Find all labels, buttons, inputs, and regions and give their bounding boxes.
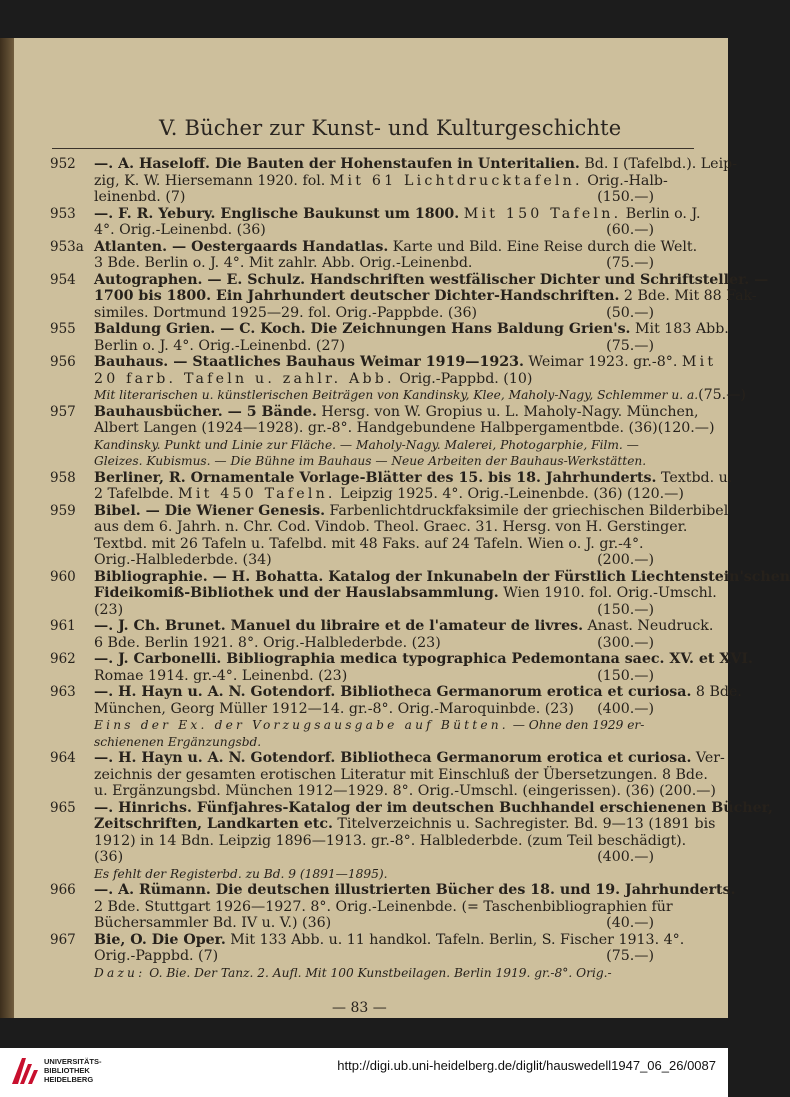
catalog-entry bbox=[14, 354, 746, 404]
logo-line: UNIVERSITÄTS- bbox=[44, 1057, 102, 1066]
catalog-entry bbox=[14, 321, 728, 354]
entry-line bbox=[94, 354, 717, 371]
text-run: 2 Bde. Mit 88 Fak- bbox=[619, 288, 757, 304]
text-run: 6 Bde. Berlin 1921. 8°. Orig.-Halblederbde. (23) bbox=[94, 634, 441, 651]
entry-line bbox=[94, 849, 654, 866]
entry-line bbox=[94, 222, 654, 239]
lot-number: 964 bbox=[50, 750, 76, 766]
entry-line bbox=[94, 338, 654, 355]
entry-text bbox=[94, 321, 729, 354]
text-run: Ver- bbox=[691, 750, 725, 766]
lot-price: (75.—) bbox=[606, 255, 654, 271]
entry-line bbox=[94, 403, 699, 421]
entry-line bbox=[94, 898, 673, 916]
text-run: 1700 bis 1800. Ein Jahrhundert deutscher Dichter-Handschriften. bbox=[94, 288, 620, 304]
text-run: —. F. R. Yebury. Englische Baukunst um 1800. bbox=[94, 205, 460, 222]
entry-text bbox=[94, 403, 715, 470]
text-run: —. Hinrichs. Fünfjahres-Katalog der im deutschen Buchhandel erschienenen Bücher, bbox=[94, 799, 773, 816]
text-run: Baldung Grien. — C. Koch. Die Zeichnungen Hans Baldung Grien's. bbox=[94, 321, 631, 337]
text-run: —. H. Hayn u. A. N. Gotendorf. Bibliotheca Germanorum erotica et curiosa. bbox=[94, 684, 692, 700]
lot-price: (150.—) bbox=[597, 601, 654, 618]
text-run: 2 Bde. Stuttgart 1926—1927. 8°. Orig.-Leinenbde. (= Taschenbibliographien für bbox=[94, 898, 673, 915]
lot-number: 967 bbox=[50, 931, 76, 948]
text-run: Farbenlichtdruckfaksimile der griechischen Bilderbibel bbox=[325, 502, 729, 519]
entry-line bbox=[94, 635, 654, 652]
lot-price: (50.—) bbox=[606, 304, 654, 321]
lot-price: (300.—) bbox=[597, 634, 654, 651]
text-run: —. A. Rümann. Die deutschen illustrierten Bücher des 18. und 19. Jahrhunderts. bbox=[94, 882, 736, 898]
entry-text bbox=[94, 271, 769, 322]
text-run: schienenen Ergänzungsbd. bbox=[94, 734, 262, 749]
catalog-entry bbox=[14, 684, 742, 750]
text-run: Mit 183 Abb. bbox=[630, 321, 729, 337]
catalog-entry bbox=[14, 206, 728, 239]
catalog-entry bbox=[14, 651, 753, 684]
text-run: Bauhaus. — Staatliches Bauhaus Weimar 1919—1923. bbox=[94, 354, 524, 370]
text-run: Dazu: bbox=[94, 965, 146, 980]
lot-number: 966 bbox=[50, 882, 76, 898]
text-run: Zeitschriften, Landkarten etc. bbox=[94, 816, 333, 832]
entry-text bbox=[94, 651, 753, 684]
entry-line bbox=[94, 602, 654, 619]
entry-line bbox=[94, 288, 757, 305]
lot-price: (400.—) bbox=[597, 849, 654, 865]
lot-number: 961 bbox=[50, 618, 76, 634]
lot-number: 960 bbox=[50, 568, 76, 585]
text-run: (36) bbox=[94, 849, 124, 865]
entry-note bbox=[94, 965, 654, 982]
lot-price: (40.—) bbox=[606, 915, 654, 931]
text-run: Orig.-Pappbd. (7) bbox=[94, 948, 219, 964]
text-run: Leipzig 1925. 4°. Orig.-Leinenbde. (36) (120.—) bbox=[335, 486, 684, 502]
entry-text bbox=[94, 799, 773, 883]
catalog-page bbox=[14, 38, 790, 1018]
lot-number: 954 bbox=[50, 271, 76, 288]
entry-text bbox=[94, 931, 685, 982]
catalog-entry bbox=[14, 568, 790, 619]
entry-line bbox=[94, 420, 715, 437]
text-run: Wien 1910. fol. Orig.-Umschl. bbox=[498, 585, 717, 601]
lot-number: 962 bbox=[50, 651, 76, 667]
catalog-entry bbox=[14, 469, 733, 503]
text-run: Karte und Bild. Eine Reise durch die Welt. bbox=[388, 238, 698, 255]
lot-number: 963 bbox=[50, 684, 76, 700]
catalog-entry bbox=[14, 618, 728, 651]
text-run: Eins der Ex. der Vorzugsausgabe auf Bütten. bbox=[94, 718, 509, 732]
entry-line bbox=[94, 684, 742, 701]
text-run: Albert Langen (1924—1928). gr.-8°. Handgebundene Halbpergamentbde. (36) bbox=[94, 420, 658, 436]
text-run: Fideikomiß-Bibliothek und der Hauslabsammlung. bbox=[94, 585, 499, 601]
entry-line bbox=[94, 189, 654, 206]
entry-line bbox=[94, 536, 654, 553]
lot-price: (120.—) bbox=[657, 420, 715, 436]
lot-number: 953a bbox=[50, 238, 84, 255]
entry-line bbox=[94, 799, 773, 817]
lot-number: 959 bbox=[50, 502, 76, 519]
entry-line bbox=[94, 931, 685, 949]
page-header: V. Bücher zur Kunst- und Kulturgeschichte bbox=[159, 116, 622, 140]
text-run: Mit bbox=[681, 354, 717, 370]
text-run: zig, K. W. Hiersemann 1920. fol. bbox=[94, 172, 330, 189]
entry-line bbox=[94, 156, 737, 173]
text-run: Orig.-Pappbd. (10) bbox=[394, 370, 533, 387]
text-run: similes. Dortmund 1925—29. fol. Orig.-Pappbde. (36) bbox=[94, 304, 478, 321]
text-run: 20 farb. Tafeln u. zahlr. Abb. bbox=[94, 370, 395, 387]
text-run: Es fehlt der Registerbd. zu Bd. 9 (1891—1895). bbox=[94, 866, 388, 881]
lot-price: (75.—) bbox=[606, 948, 654, 964]
text-run: Titelverzeichnis u. Sachregister. Bd. 9—13 (1891 bis bbox=[332, 816, 716, 832]
entry-text bbox=[94, 469, 733, 503]
entry-line bbox=[94, 618, 714, 635]
entry-line bbox=[94, 205, 701, 223]
text-run: O. Bie. Der Tanz. 2. Aufl. Mit 100 Kunstbeilagen. Berlin 1919. gr.-8°. Orig.- bbox=[145, 965, 612, 980]
text-run: Berlin o. J. bbox=[621, 205, 701, 222]
catalog-entry bbox=[14, 271, 769, 322]
text-run: Autographen. — E. Schulz. Handschriften westfälischer Dichter und Schriftsteller. — bbox=[94, 271, 769, 288]
text-run: Gleizes. Kubismus. — Die Bühne im Bauhaus — Neue Arbeiten der Bauhaus-Werkstätten. bbox=[94, 454, 647, 468]
text-run: — Ohne den 1929 er- bbox=[508, 718, 645, 732]
lot-price: (75.—) bbox=[606, 337, 654, 354]
library-logo-text[interactable] bbox=[44, 1057, 102, 1084]
catalog-entry bbox=[14, 404, 728, 470]
text-run: Bibel. — Die Wiener Genesis. bbox=[94, 502, 326, 519]
lot-price: (400.—) bbox=[597, 700, 654, 717]
entry-line bbox=[94, 552, 654, 569]
entry-line bbox=[94, 271, 769, 289]
text-run: Hersg. von W. Gropius u. L. Maholy-Nagy. München, bbox=[316, 403, 699, 420]
entry-line bbox=[94, 832, 687, 850]
entry-text bbox=[94, 568, 790, 619]
text-run: aus dem 6. Jahrh. n. Chr. Cod. Vindob. Theol. Graec. 31. Hersg. von H. Gerstinger. bbox=[94, 519, 688, 535]
lot-number: 956 bbox=[50, 354, 76, 370]
catalog-entry bbox=[14, 503, 728, 569]
text-run: —. J. Ch. Brunet. Manuel du libraire et de l'amateur de livres. bbox=[94, 618, 584, 634]
entry-line bbox=[94, 701, 654, 718]
lot-number: 955 bbox=[50, 321, 76, 337]
text-run: Weimar 1923. gr.-8°. bbox=[523, 354, 682, 370]
lot-number: 958 bbox=[50, 469, 76, 486]
text-run: —. H. Hayn u. A. N. Gotendorf. Bibliotheca Germanorum erotica et curiosa. bbox=[94, 750, 692, 766]
text-run: Orig.-Halb- bbox=[582, 172, 668, 189]
catalog-entry bbox=[14, 156, 737, 206]
text-run: Anast. Neudruck. bbox=[583, 618, 714, 634]
entry-line bbox=[94, 255, 654, 272]
entry-line bbox=[94, 651, 753, 668]
entry-line bbox=[94, 766, 708, 784]
entry-line bbox=[94, 172, 668, 190]
page-number: — 83 — bbox=[332, 1000, 387, 1016]
text-run: Textbd. mit 26 Tafeln u. Tafelbd. mit 48 Faks. auf 24 Tafeln. Wien o. J. gr.-4°. bbox=[94, 535, 644, 552]
catalog-entry bbox=[14, 932, 728, 982]
viewer-footer bbox=[0, 1048, 728, 1097]
logo-line: BIBLIOTHEK bbox=[44, 1066, 90, 1075]
text-run: Bibliographie. — H. Bohatta. Katalog der Inkunabeln der Fürstlich Liechtenstein'schen bbox=[94, 568, 790, 585]
text-run: 4°. Orig.-Leinenbd. (36) bbox=[94, 222, 266, 238]
text-run: Mit 450 Tafeln. bbox=[178, 486, 336, 502]
entry-line bbox=[94, 882, 736, 899]
library-logo-icon[interactable] bbox=[8, 1054, 40, 1090]
permalink-url[interactable]: http://digi.ub.uni-heidelberg.de/diglit/hauswedell1947_06_26/0087 bbox=[337, 1058, 716, 1073]
lot-number: 965 bbox=[50, 799, 76, 816]
entry-line bbox=[94, 816, 716, 833]
catalog-entry bbox=[14, 239, 728, 272]
text-run: Bauhausbücher. — 5 Bände. bbox=[94, 403, 317, 420]
entry-line bbox=[94, 948, 654, 965]
entry-text bbox=[94, 882, 736, 932]
text-run: u. Ergänzungsbd. München 1912—1929. 8°. Orig.-Umschl. (eingerissen). (36) (200.—) bbox=[94, 783, 716, 799]
catalog-entry bbox=[14, 750, 728, 800]
entry-note bbox=[94, 734, 654, 751]
text-run: Textbd. u. bbox=[656, 469, 733, 486]
entry-line bbox=[94, 305, 654, 322]
lot-price: (150.—) bbox=[597, 189, 654, 205]
header-rule bbox=[52, 148, 694, 149]
text-run: Orig.-Halblederbde. (34) bbox=[94, 552, 272, 568]
entry-text bbox=[94, 750, 725, 800]
text-run: Mit 150 Tafeln. bbox=[463, 205, 622, 222]
entry-line bbox=[94, 568, 790, 586]
text-run: Bie, O. Die Oper. bbox=[94, 931, 226, 948]
text-run: Bd. I (Tafelbd.). Leip- bbox=[579, 156, 737, 172]
entry-note bbox=[94, 717, 654, 734]
catalog-entry bbox=[14, 799, 773, 883]
entry-text bbox=[94, 238, 698, 272]
entry-text bbox=[94, 502, 729, 569]
text-run: (23) bbox=[94, 601, 124, 618]
entry-line bbox=[94, 915, 654, 932]
text-run: 8 Bde. bbox=[691, 684, 742, 700]
lot-price: (75.—) bbox=[698, 387, 746, 403]
text-run: 3 Bde. Berlin o. J. 4°. Mit zahlr. Abb. Orig.-Leinenbd. bbox=[94, 255, 473, 271]
entry-note bbox=[94, 866, 654, 883]
text-run: Kandinsky. Punkt und Linie zur Fläche. — Maholy-Nagy. Malerei, Photogarphie, Film. — bbox=[94, 437, 639, 452]
logo-line: HEIDELBERG bbox=[44, 1075, 94, 1084]
text-run: Atlanten. — Oestergaards Handatlas. bbox=[94, 238, 389, 255]
text-run: Büchersammler Bd. IV u. V.) (36) bbox=[94, 915, 332, 931]
catalog-entries bbox=[14, 156, 790, 981]
catalog-entry bbox=[14, 882, 736, 932]
text-run: 1912) in 14 Bdn. Leipzig 1896—1913. gr.-8°. Halblederbde. (zum Teil beschädigt). bbox=[94, 832, 687, 849]
entry-text bbox=[94, 684, 742, 750]
lot-price: (150.—) bbox=[597, 667, 654, 684]
entry-line bbox=[94, 238, 698, 256]
lot-price: (60.—) bbox=[606, 222, 654, 238]
lot-number: 957 bbox=[50, 403, 76, 420]
text-run: zeichnis der gesamten erotischen Literatur mit Einschluß der Übersetzungen. 8 Bde. bbox=[94, 766, 708, 783]
entry-line bbox=[94, 371, 654, 388]
entry-line bbox=[94, 502, 729, 520]
text-run: —. A. Haseloff. Die Bauten der Hohenstaufen in Unteritalien. bbox=[94, 156, 580, 172]
text-run: 2 Tafelbde. bbox=[94, 486, 179, 502]
text-run: Mit 133 Abb. u. 11 handkol. Tafeln. Berlin, S. Fischer 1913. 4°. bbox=[225, 931, 685, 948]
entry-text bbox=[94, 354, 746, 404]
entry-note bbox=[94, 437, 654, 454]
entry-line bbox=[94, 668, 654, 685]
text-run: —. J. Carbonelli. Bibliographia medica typographica Pedemontana saec. XV. et XVI. bbox=[94, 651, 753, 667]
text-run: Berliner, R. Ornamentale Vorlage-Blätter des 15. bis 18. Jahrhunderts. bbox=[94, 469, 657, 486]
text-run: Berlin o. J. 4°. Orig.-Leinenbd. (27) bbox=[94, 337, 346, 354]
lot-price: (200.—) bbox=[597, 552, 654, 568]
entry-text bbox=[94, 205, 701, 239]
entry-text bbox=[94, 156, 737, 206]
entry-line bbox=[94, 321, 729, 338]
lot-number: 953 bbox=[50, 205, 76, 222]
entry-line bbox=[94, 750, 725, 767]
text-run: Mit 61 Lichtdrucktafeln. bbox=[329, 172, 583, 189]
text-run: München, Georg Müller 1912—14. gr.-8°. Orig.-Maroquinbde. (23) bbox=[94, 700, 574, 717]
entry-line bbox=[94, 486, 684, 503]
entry-line bbox=[94, 387, 746, 404]
text-run: leinenbd. (7) bbox=[94, 189, 186, 205]
entry-line bbox=[94, 469, 733, 487]
entry-text bbox=[94, 618, 714, 651]
text-run: Romae 1914. gr.-4°. Leinenbd. (23) bbox=[94, 667, 348, 684]
entry-line bbox=[94, 585, 717, 602]
text-run: Mit literarischen u. künstlerischen Beiträgen von Kandinsky, Klee, Maholy-Nagy, Schlemmer u. a. bbox=[94, 388, 699, 402]
entry-note bbox=[94, 453, 654, 470]
lot-number: 952 bbox=[50, 156, 76, 172]
entry-line bbox=[94, 783, 716, 800]
entry-line bbox=[94, 519, 688, 536]
